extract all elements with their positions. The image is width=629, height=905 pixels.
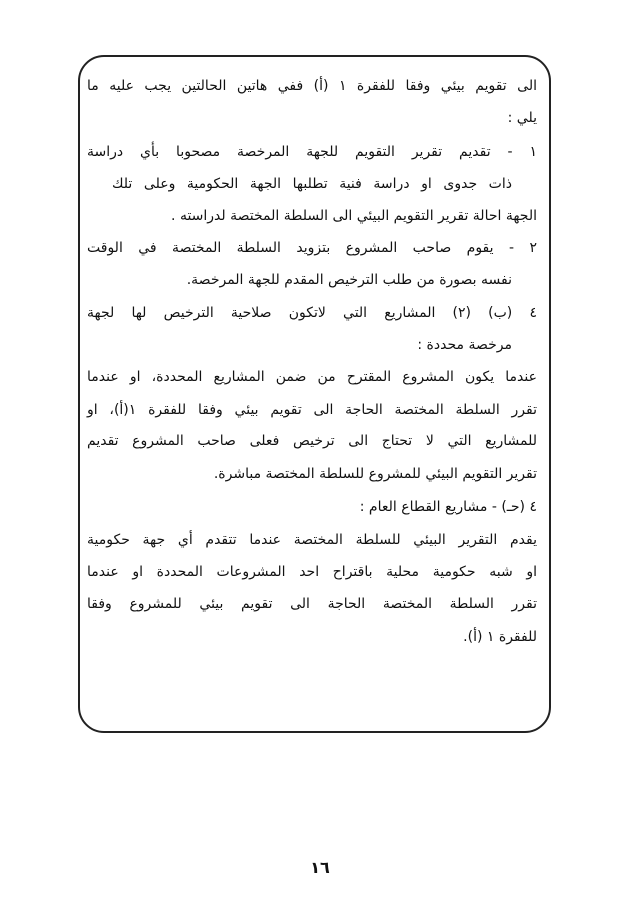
paragraph-line: يلي : bbox=[507, 110, 537, 126]
paragraph-line: الى تقويم بيئي وفقا للفقرة ١ (أ) ففي هاتين الحالتين يجب عليه ما bbox=[87, 78, 537, 94]
paragraph-line: للفقرة ١ (أ). bbox=[463, 629, 537, 645]
paragraph-line: تقرر السلطة المختصة الحاجة الى تقويم بيئي وفقا للفقرة ١(أ)، او bbox=[87, 402, 537, 418]
paragraph-line: يقدم التقرير البيئي للسلطة المختصة عندما تتقدم أي جهة حكومية bbox=[87, 532, 537, 548]
section-heading-4c: ٤ (حـ) - مشاريع القطاع العام : bbox=[359, 499, 537, 515]
list-item-1-continuation: ذات جدوى او دراسة فنية تطلبها الجهة الحكومية وعلى تلك bbox=[112, 176, 512, 192]
paragraph-line: تقرر السلطة المختصة الحاجة الى تقويم بيئي للمشروع وفقا bbox=[87, 596, 537, 612]
list-item-1-continuation: الجهة احالة تقرير التقويم البيئي الى السلطة المختصة لدراسته . bbox=[171, 208, 537, 224]
paragraph-line: عندما يكون المشروع المقترح من ضمن المشاريع المحددة، او عندما bbox=[87, 369, 537, 385]
paragraph-line: تقرير التقويم البيئي للمشروع للسلطة المختصة مباشرة. bbox=[213, 466, 537, 482]
list-item-2-continuation: نفسه بصورة من طلب الترخيص المقدم للجهة المرخصة. bbox=[186, 272, 512, 288]
paragraph-line: للمشاريع التي لا تحتاج الى ترخيص فعلى صاحب المشروع تقديم bbox=[87, 433, 537, 449]
list-item-1: ١ - تقديم تقرير التقويم للجهة المرخصة مصحوبا بأي دراسة bbox=[87, 144, 537, 160]
paragraph-line: او شبه حكومية محلية باقتراح احد المشروعات المحددة او عندما bbox=[87, 564, 537, 580]
section-heading-4b: ٤ (ب) (٢) المشاريع التي لاتكون صلاحية الترخيص لها لجهة bbox=[87, 305, 537, 321]
page-number: ١٦ bbox=[310, 858, 330, 877]
list-item-2: ٢ - يقوم صاحب المشروع بتزويد السلطة المختصة في الوقت bbox=[87, 240, 537, 256]
section-heading-4b-continuation: مرخصة محددة : bbox=[417, 337, 512, 353]
